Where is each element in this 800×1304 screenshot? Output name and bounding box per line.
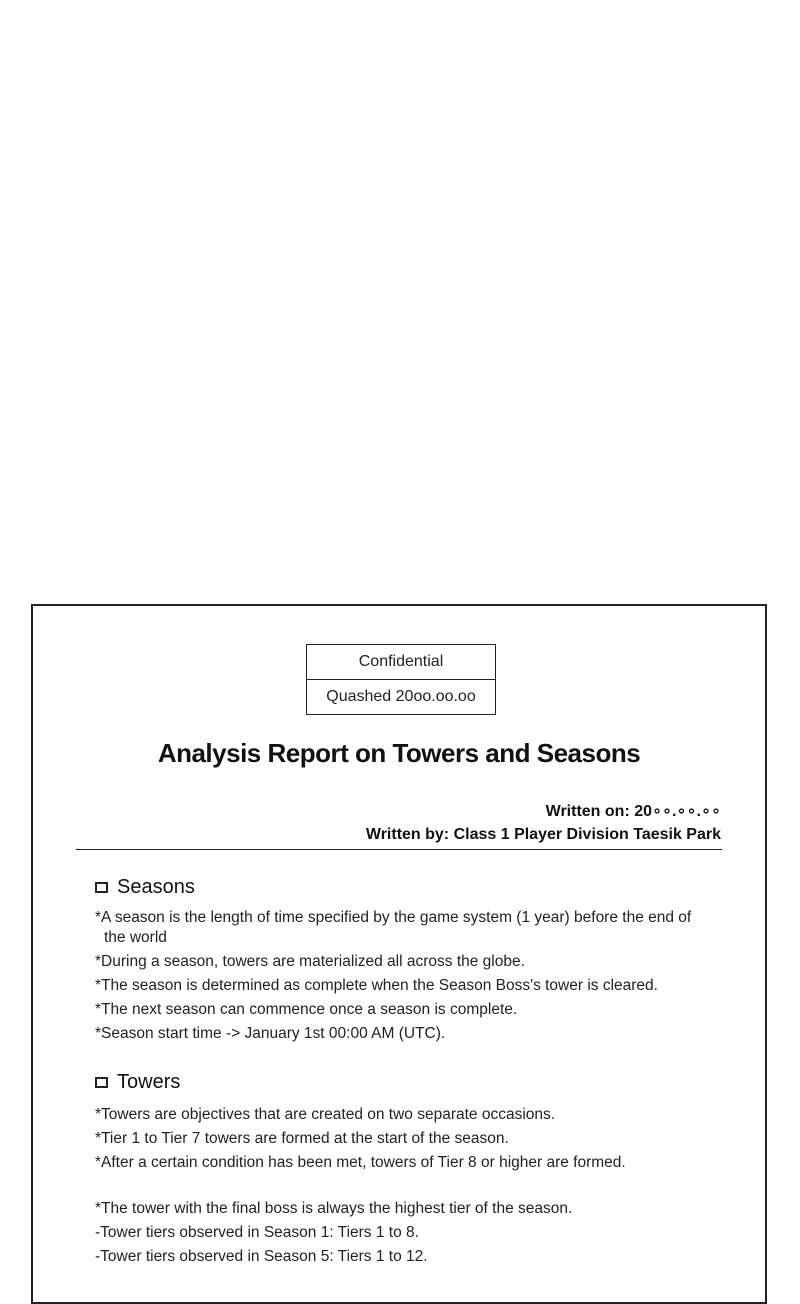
report-meta	[366, 800, 721, 846]
report-title: Analysis Report on Towers and Seasons	[157, 738, 641, 768]
written-by: Written by: Class 1 Player Division Taesik Park	[365, 826, 721, 843]
written-on: Written on: 20∘∘.∘∘.∘∘	[545, 803, 721, 820]
list-item: *The season is determined as complete when the Season Boss's tower is cleared.	[95, 977, 658, 994]
towers-list	[95, 1105, 695, 1271]
list-item: *During a season, towers are materialized all across the globe.	[95, 953, 525, 970]
square-bullet-icon	[95, 1077, 108, 1088]
list-item: *Season start time -> January 1st 00:00 AM (UTC).	[95, 1025, 446, 1042]
towers-heading-label: Towers	[117, 1071, 181, 1093]
confidential-stamp	[306, 644, 496, 715]
seasons-list	[95, 908, 695, 1048]
seasons-heading	[95, 876, 195, 899]
seasons-heading-label: Seasons	[117, 876, 195, 898]
list-item: -Tower tiers observed in Season 1: Tiers 1 to 8.	[95, 1224, 419, 1241]
list-item: *Towers are objectives that are created on two separate occasions.	[95, 1106, 556, 1123]
list-item: *A season is the length of time specified by the game system (1 year) before the end of the world	[95, 909, 692, 946]
list-item: *Tier 1 to Tier 7 towers are formed at the start of the season.	[95, 1130, 509, 1147]
header-divider	[76, 849, 722, 850]
list-item: *The next season can commence once a season is complete.	[95, 1001, 518, 1018]
list-gap	[95, 1177, 695, 1199]
stamp-confidential: Confidential	[358, 653, 444, 670]
report-document	[31, 604, 767, 1304]
list-item: *After a certain condition has been met, towers of Tier 8 or higher are formed.	[95, 1154, 626, 1171]
stamp-quashed-date: Quashed 20oo.oo.oo	[307, 679, 495, 714]
towers-heading	[95, 1071, 180, 1094]
square-bullet-icon	[95, 882, 108, 893]
list-item: *The tower with the final boss is always the highest tier of the season.	[95, 1200, 573, 1217]
list-item: -Tower tiers observed in Season 5: Tiers 1 to 12.	[95, 1248, 428, 1265]
